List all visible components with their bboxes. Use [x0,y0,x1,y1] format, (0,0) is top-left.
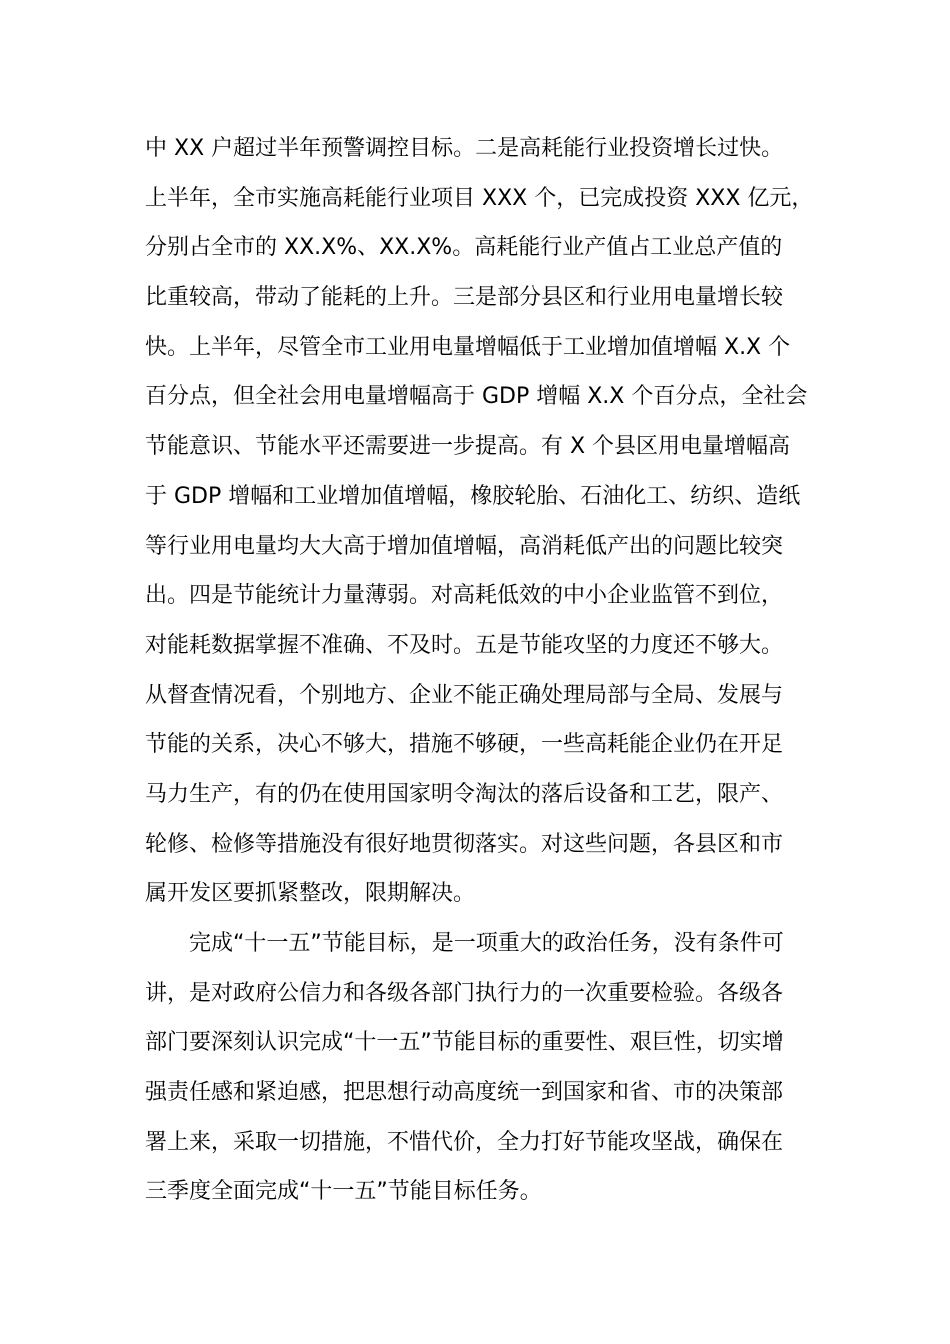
text-line: 署上来，采取一切措施，不惜代价，全力打好节能攻坚战，确保在 [145,1129,784,1155]
text-line: 等行业用电量均大大高于增加值增幅，高消耗低产出的问题比较突 [145,533,784,559]
text-line: 百分点，但全社会用电量增幅高于 GDP 增幅 X.X 个百分点，全社会 [145,384,808,410]
body-text [145,124,815,1217]
text-line: 属开发区要抓紧整改，限期解决。 [145,881,476,907]
text-line: 于 GDP 增幅和工业增加值增幅，橡胶轮胎、石油化工、纺织、造纸 [145,483,801,509]
text-line: 比重较高，带动了能耗的上升。三是部分县区和行业用电量增长较 [145,285,784,311]
paragraph-start-line: 完成“十一五”节能目标，是一项重大的政治任务，没有条件可 [189,931,784,956]
text-line: 部门要深刻认识完成“十一五”节能目标的重要性、艰巨性，切实增 [145,1030,784,1056]
text-line: 节能意识、节能水平还需要进一步提高。有 X 个县区用电量增幅高 [145,434,791,460]
text-line: 讲，是对政府公信力和各级各部门执行力的一次重要检验。各级各 [145,980,784,1006]
text-line: 节能的关系，决心不够大，措施不够硬，一些高耗能企业仍在开足 [145,732,784,758]
text-line: 对能耗数据掌握不准确、不及时。五是节能攻坚的力度还不够大。 [145,632,784,658]
text-line: 快。上半年，尽管全市工业用电量增幅低于工业增加值增幅 X.X 个 [145,334,791,360]
text-line: 马力生产，有的仍在使用国家明令淘汰的落后设备和工艺，限产、 [145,781,784,807]
text-line: 三季度全面完成“十一五”节能目标任务。 [145,1179,542,1205]
text-line: 从督查情况看，个别地方、企业不能正确处理局部与全局、发展与 [145,682,784,708]
text-line: 上半年，全市实施高耗能行业项目 XXX 个，已完成投资 XXX 亿元， [145,185,814,211]
text-line: 出。四是节能统计力量薄弱。对高耗低效的中小企业监管不到位， [145,583,784,609]
text-line: 分别占全市的 XX.X%、XX.X%。高耗能行业产值占工业总产值的 [145,235,783,261]
text-line: 强责任感和紧迫感，把思想行动高度统一到国家和省、市的决策部 [145,1080,784,1106]
text-line: 轮修、检修等措施没有很好地贯彻落实。对这些问题，各县区和市 [145,831,784,857]
text-line: 中 XX 户超过半年预警调控目标。二是高耗能行业投资增长过快。 [145,136,784,161]
